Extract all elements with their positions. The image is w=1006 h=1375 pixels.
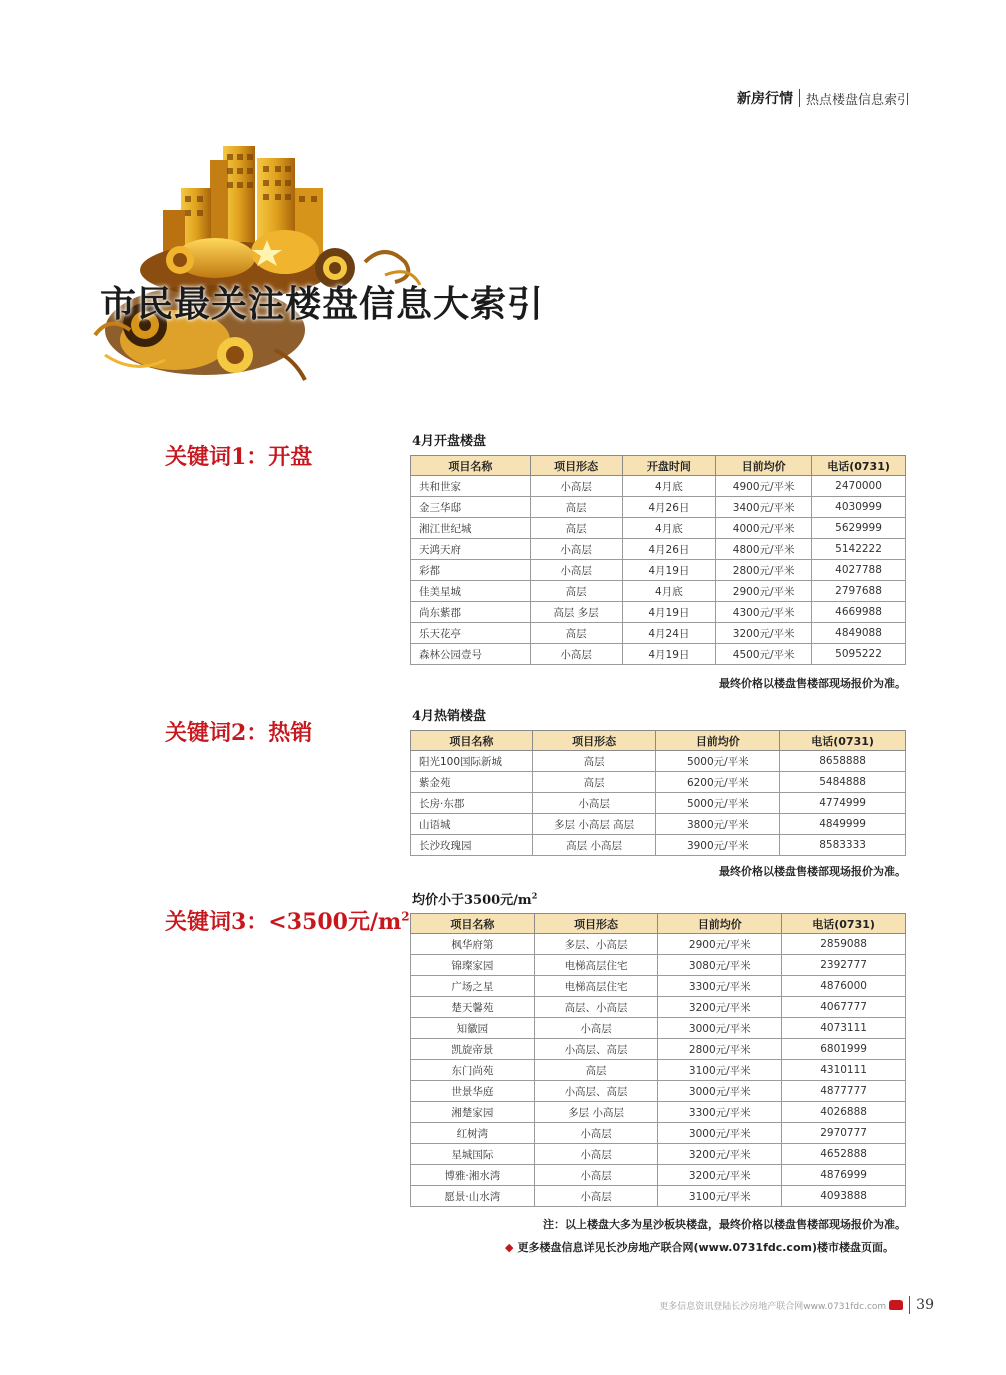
table-cell: 2800元/平米 [658,1039,782,1060]
table-cell: 4026888 [782,1102,906,1123]
table-cell: 3000元/平米 [658,1123,782,1144]
project-name-cell: 佳美星城 [411,581,531,602]
table-row [411,793,906,814]
table-cell: 5484888 [780,772,906,793]
project-name-cell: 长房·东郡 [411,793,533,814]
section-name: 新房行情 [736,91,793,107]
table-cell: 6801999 [782,1039,906,1060]
page-footer [659,1296,934,1314]
column-header: 项目名称 [411,456,531,476]
table-row [411,476,906,497]
table-cell: 高层 [530,518,622,539]
table2-caption: 4月热销楼盘 [412,709,487,724]
page-number: 39 [916,1297,934,1313]
table-row [411,1060,906,1081]
project-name-cell: 山语城 [411,814,533,835]
table-cell: 3200元/平米 [658,1165,782,1186]
table-header-row [411,456,906,476]
project-name-cell: 凯旋帝景 [411,1039,535,1060]
table-cell: 4876999 [782,1165,906,1186]
table-row [411,518,906,539]
table-cell: 4652888 [782,1144,906,1165]
table-cell: 5000元/平米 [656,751,780,772]
table-cell: 高层 多层 [530,602,622,623]
table-cell: 小高层 [534,1165,658,1186]
keyword-3-text: 关键词3：<3500元/m [165,909,402,935]
table-cell: 小高层 [534,1123,658,1144]
column-header: 项目形态 [530,456,622,476]
table-cell: 4500元/平米 [716,644,812,665]
more-info-line [505,1239,894,1255]
table-cell: 4000元/平米 [716,518,812,539]
project-name-cell: 博雅·湘水湾 [411,1165,535,1186]
table-cell: 多层、小高层 [534,934,658,955]
table-row [411,772,906,793]
project-name-cell: 红树湾 [411,1123,535,1144]
table-cell: 2392777 [782,955,906,976]
table-cell: 小高层 [534,1018,658,1039]
table-cell: 高层 [530,497,622,518]
table-row [411,1165,906,1186]
table-cell: 高层 [530,623,622,644]
project-name-cell: 湘楚家园 [411,1102,535,1123]
project-name-cell: 天鸿天府 [411,539,531,560]
project-name-cell: 锦璨家园 [411,955,535,976]
table-cell: 3100元/平米 [658,1060,782,1081]
table3-caption-text: 均价小于3500元/m [412,893,532,908]
site-logo-icon [889,1300,903,1310]
table-cell: 小高层 [534,1144,658,1165]
table-opening [410,455,906,665]
table-cell: 2900元/平米 [716,581,812,602]
table-cell: 4027788 [812,560,906,581]
subsection-name: 热点楼盘信息索引 [805,92,910,108]
table-cell: 高层 [534,1060,658,1081]
table-cell: 2859088 [782,934,906,955]
table-cell: 4月19日 [622,644,716,665]
column-header: 项目形态 [534,914,658,934]
table-cell: 2970777 [782,1123,906,1144]
column-header: 开盘时间 [622,456,716,476]
table-row [411,814,906,835]
table-header-row [411,731,906,751]
table3-caption [412,889,537,908]
table2-note: 最终价格以楼盘售楼部现场报价为准。 [719,865,906,878]
project-name-cell: 湘江世纪城 [411,518,531,539]
keyword-2-heading: 关键词2：热销 [165,720,313,746]
header-divider [799,89,800,107]
column-header: 电话(0731) [780,731,906,751]
project-name-cell: 枫华府第 [411,934,535,955]
table-row [411,1186,906,1207]
table-cell: 多层 小高层 高层 [532,814,656,835]
keyword-1-heading: 关键词1：开盘 [165,444,313,470]
table-cell: 6200元/平米 [656,772,780,793]
table-cell: 小高层、高层 [534,1081,658,1102]
project-name-cell: 知徽园 [411,1018,535,1039]
table-cell: 4月19日 [622,602,716,623]
project-name-cell: 星城国际 [411,1144,535,1165]
page-title: 市民最关注楼盘信息大索引 [100,283,545,325]
table-cell: 4073111 [782,1018,906,1039]
table-cell: 3200元/平米 [716,623,812,644]
table-cell: 8658888 [780,751,906,772]
column-header: 电话(0731) [782,914,906,934]
table-cell: 小高层 [530,560,622,581]
table-cell: 4月底 [622,518,716,539]
table-cell: 2900元/平米 [658,934,782,955]
project-name-cell: 广场之星 [411,976,535,997]
table-row [411,1018,906,1039]
table-cell: 4300元/平米 [716,602,812,623]
table-cell: 小高层 [530,539,622,560]
table-cell: 4月19日 [622,560,716,581]
table-cell: 高层、小高层 [534,997,658,1018]
table-cell: 2470000 [812,476,906,497]
diamond-bullet-icon: ◆ [505,1241,514,1254]
table-cell: 5142222 [812,539,906,560]
table1-note: 最终价格以楼盘售楼部现场报价为准。 [719,677,906,690]
table-cell: 3000元/平米 [658,1081,782,1102]
table-cell: 2800元/平米 [716,560,812,581]
table-row [411,1123,906,1144]
table-cell: 小高层 [530,476,622,497]
column-header: 项目名称 [411,731,533,751]
running-header [737,88,910,108]
keyword-3-superscript: 2 [401,909,410,924]
table-cell: 3200元/平米 [658,1144,782,1165]
table3-caption-superscript: 2 [531,890,538,901]
project-name-cell: 阳光100国际新城 [411,751,533,772]
table-cell: 小高层 [530,644,622,665]
table-cell: 4月26日 [622,539,716,560]
table-cell: 电梯高层住宅 [534,955,658,976]
table-cell: 4月26日 [622,497,716,518]
table-row [411,934,906,955]
table-cell: 4900元/平米 [716,476,812,497]
hero-illustration [85,140,465,390]
table-cell: 5095222 [812,644,906,665]
table-header-row [411,914,906,934]
table-cell: 3800元/平米 [656,814,780,835]
column-header: 目前均价 [716,456,812,476]
project-name-cell: 尚东紫郡 [411,602,531,623]
project-name-cell: 楚天馨苑 [411,997,535,1018]
table-cell: 4310111 [782,1060,906,1081]
table-cell: 3300元/平米 [658,1102,782,1123]
table-cell: 4876000 [782,976,906,997]
project-name-cell: 森林公园壹号 [411,644,531,665]
column-header: 电话(0731) [812,456,906,476]
city-skyline-illustration [85,140,465,390]
table-row [411,751,906,772]
table-row [411,1144,906,1165]
table-cell: 5000元/平米 [656,793,780,814]
column-header: 项目名称 [411,914,535,934]
table-cell: 小高层、高层 [534,1039,658,1060]
table-row [411,497,906,518]
table-cell: 4669988 [812,602,906,623]
column-header: 目前均价 [656,731,780,751]
table-cell: 4849088 [812,623,906,644]
table-cell: 高层 [532,772,656,793]
footer-text: 更多信息资讯登陆长沙房地产联合网www.0731fdc.com [659,1301,887,1312]
project-name-cell: 彩都 [411,560,531,581]
table-row [411,955,906,976]
project-name-cell: 愿景·山水湾 [411,1186,535,1207]
project-name-cell: 共和世家 [411,476,531,497]
table-cell: 4月24日 [622,623,716,644]
table-row [411,976,906,997]
table-row [411,835,906,856]
table-row [411,1081,906,1102]
table-row [411,623,906,644]
table-row [411,1039,906,1060]
table-row [411,997,906,1018]
table-row [411,581,906,602]
table-cell: 4030999 [812,497,906,518]
table-row [411,539,906,560]
table-cell: 4067777 [782,997,906,1018]
table-cell: 4877777 [782,1081,906,1102]
column-header: 目前均价 [658,914,782,934]
project-name-cell: 金三华邸 [411,497,531,518]
project-name-cell: 乐天花亭 [411,623,531,644]
table-cell: 4月底 [622,581,716,602]
table-row [411,560,906,581]
table-row [411,1102,906,1123]
table-cell: 3080元/平米 [658,955,782,976]
table-cell: 4849999 [780,814,906,835]
table-cell: 电梯高层住宅 [534,976,658,997]
project-name-cell: 东门尚苑 [411,1060,535,1081]
more-info-text: 更多楼盘信息详见长沙房地产联合网(www.0731fdc.com)楼市楼盘页面。 [517,1241,894,1254]
table-cell: 4800元/平米 [716,539,812,560]
table-row [411,644,906,665]
table1-caption: 4月开盘楼盘 [412,434,487,449]
table-cell: 4月底 [622,476,716,497]
table-cell: 小高层 [534,1186,658,1207]
table-cell: 3900元/平米 [656,835,780,856]
table-cell: 4093888 [782,1186,906,1207]
table-cell: 3000元/平米 [658,1018,782,1039]
footer-divider [909,1296,910,1314]
column-header: 项目形态 [532,731,656,751]
project-name-cell: 世景华庭 [411,1081,535,1102]
table-cell: 8583333 [780,835,906,856]
table-hot-sales [410,730,906,856]
table-cell: 3100元/平米 [658,1186,782,1207]
table-cell: 3400元/平米 [716,497,812,518]
table-cell: 小高层 [532,793,656,814]
table-under-3500 [410,913,906,1207]
table-cell: 5629999 [812,518,906,539]
table-cell: 4774999 [780,793,906,814]
project-name-cell: 长沙玫瑰园 [411,835,533,856]
table-cell: 多层 小高层 [534,1102,658,1123]
table-cell: 高层 [532,751,656,772]
table-cell: 3200元/平米 [658,997,782,1018]
table-cell: 2797688 [812,581,906,602]
table-cell: 高层 [530,581,622,602]
table-cell: 高层 小高层 [532,835,656,856]
table3-note: 注：以上楼盘大多为星沙板块楼盘，最终价格以楼盘售楼部现场报价为准。 [543,1218,906,1231]
table-row [411,602,906,623]
keyword-3-heading [165,905,410,936]
table-cell: 3300元/平米 [658,976,782,997]
project-name-cell: 紫金苑 [411,772,533,793]
